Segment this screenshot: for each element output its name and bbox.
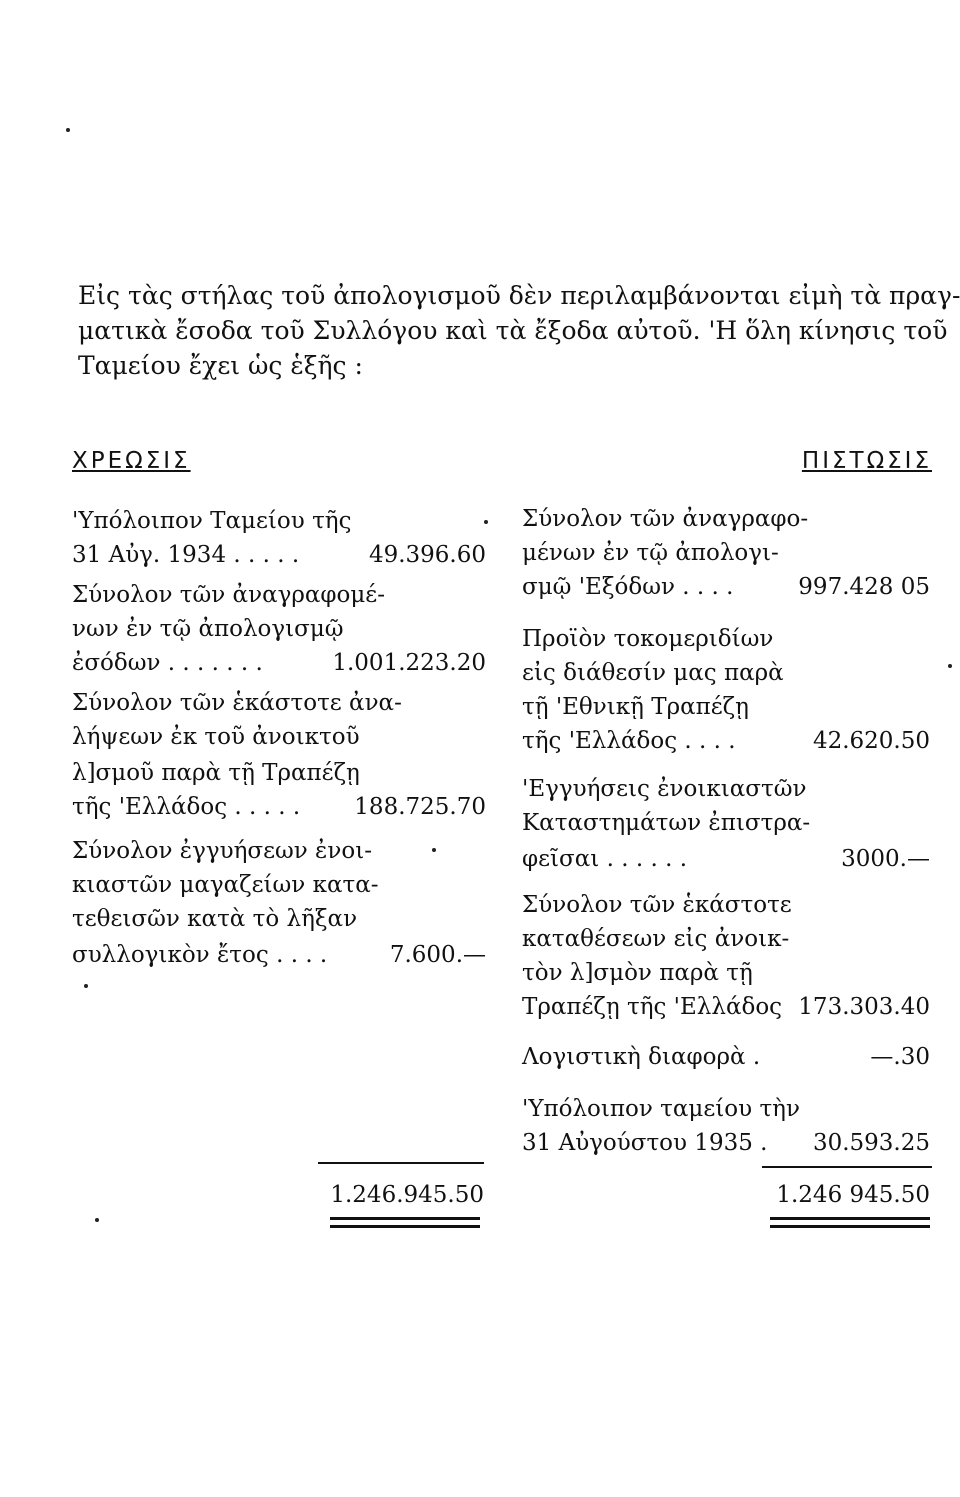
debit-entry-2-line-2: νων ἐν τῷ ἀπολογισμῷ bbox=[72, 616, 344, 642]
credit-entry-1-line-1: Σύνολον τῶν ἀναγραφο- bbox=[522, 506, 809, 532]
credit-entry-6-line-2: 31 Αὐγούστου 1935 . bbox=[522, 1130, 768, 1156]
credit-entry-3-amount: 3000.— bbox=[841, 846, 930, 872]
debit-entry-4-amount: 7.600.— bbox=[389, 942, 486, 968]
credit-entry-4-line-3: τὸν λ]σμὸν παρὰ τῇ bbox=[522, 960, 753, 986]
intro-line-2: ματικὰ ἔσοδα τοῦ Συλλόγου καὶ τὰ ἔξοδα αὐτοῦ. 'Η ὅλη κίνησις τοῦ bbox=[78, 316, 948, 345]
intro-line-1: Εἰς τὰς στήλας τοῦ ἀπολογισμοῦ δὲν περιλαμβάνονται εἰμὴ τὰ πραγ- bbox=[78, 281, 960, 310]
debit-entry-1-amount: 49.396.60 bbox=[368, 542, 486, 568]
credit-entry-1-line-2: μένων ἐν τῷ ἀπολογι- bbox=[522, 540, 779, 566]
credit-entry-5-amount: —.30 bbox=[870, 1044, 930, 1070]
credit-entry-1-line-3: σμῷ 'Εξόδων . . . . bbox=[522, 574, 734, 600]
debit-entry-4-line-3: τεθεισῶν κατὰ τὸ λῆξαν bbox=[72, 906, 358, 932]
credit-entry-6-line-1: 'Υπόλοιπον ταμείου τὴν bbox=[522, 1096, 800, 1122]
credit-entry-2-amount: 42.620.50 bbox=[812, 728, 930, 754]
debit-double-rule-1 bbox=[330, 1217, 480, 1220]
debit-entry-4-line-4: συλλογικὸν ἔτος . . . . bbox=[72, 942, 328, 968]
credit-entry-4-line-2: καταθέσεων εἰς ἀνοικ- bbox=[522, 926, 790, 952]
debit-entry-3-line-2: λήψεων ἐκ τοῦ ἀνοικτοῦ bbox=[72, 724, 360, 750]
credit-subtotal-rule bbox=[762, 1166, 932, 1168]
credit-entry-2-line-4: τῆς 'Ελλάδος . . . . bbox=[522, 728, 736, 754]
credit-entry-2-line-3: τῇ 'Εθνικῇ Τραπέζῃ bbox=[522, 694, 749, 720]
debit-entry-2-line-3: ἐσόδων . . . . . . . bbox=[72, 650, 263, 676]
credit-entry-4-line-1: Σύνολον τῶν ἑκάστοτε bbox=[522, 892, 792, 918]
scan-speck bbox=[432, 848, 436, 852]
debit-entry-2-amount: 1.001.223.20 bbox=[332, 650, 486, 676]
credit-entry-1-amount: 997.428 05 bbox=[798, 574, 930, 600]
credit-entry-2-line-1: Προϊὸν τοκομεριδίων bbox=[522, 626, 774, 652]
intro-line-3: Ταμείου ἔχει ὡς ἑξῆς : bbox=[78, 351, 363, 380]
credit-entry-6-amount: 30.593.25 bbox=[812, 1130, 930, 1156]
scan-speck bbox=[948, 664, 952, 668]
credit-entry-4-amount: 173.303.40 bbox=[798, 994, 930, 1020]
debit-entry-2-line-1: Σύνολον τῶν ἀναγραφομέ- bbox=[72, 582, 385, 608]
debit-total: 1.246.945.50 bbox=[330, 1182, 484, 1208]
scan-speck bbox=[484, 520, 488, 524]
credit-heading: ΠΙΣΤΩΣΙΣ bbox=[801, 448, 932, 474]
credit-entry-4-line-4: Τραπέζῃ τῆς 'Ελλάδος bbox=[522, 994, 783, 1020]
credit-entry-3-line-1: 'Εγγυήσεις ἐνοικιαστῶν bbox=[522, 776, 807, 802]
debit-heading: ΧΡΕΩΣΙΣ bbox=[72, 448, 191, 474]
debit-entry-3-amount: 188.725.70 bbox=[354, 794, 486, 820]
scan-speck bbox=[66, 128, 70, 132]
debit-entry-1-line-1: 'Υπόλοιπον Ταμείου τῆς bbox=[72, 508, 352, 534]
debit-entry-3-line-4: τῆς 'Ελλάδος . . . . . bbox=[72, 794, 301, 820]
debit-entry-1-line-2: 31 Αὐγ. 1934 . . . . . bbox=[72, 542, 300, 568]
debit-double-rule-2 bbox=[330, 1225, 480, 1228]
credit-entry-2-line-2: εἰς διάθεσίν μας παρὰ bbox=[522, 660, 784, 686]
credit-entry-3-line-3: φεῖσαι . . . . . . bbox=[522, 846, 688, 872]
debit-entry-4-line-1: Σύνολον ἐγγυήσεων ἐνοι- bbox=[72, 838, 373, 864]
credit-total: 1.246 945.50 bbox=[776, 1182, 930, 1208]
scan-speck bbox=[84, 984, 88, 988]
credit-double-rule-1 bbox=[770, 1217, 930, 1220]
debit-entry-3-line-3: λ]σμοῦ παρὰ τῇ Τραπέζῃ bbox=[72, 760, 360, 786]
debit-entry-3-line-1: Σύνολον τῶν ἑκάστοτε ἀνα- bbox=[72, 690, 402, 716]
debit-subtotal-rule bbox=[318, 1162, 484, 1164]
scan-speck bbox=[95, 1218, 99, 1222]
credit-double-rule-2 bbox=[770, 1225, 930, 1228]
credit-entry-3-line-2: Καταστημάτων ἐπιστρα- bbox=[522, 810, 811, 836]
credit-entry-5-line-1: Λογιστικὴ διαφορὰ . bbox=[522, 1044, 761, 1070]
debit-entry-4-line-2: κιαστῶν μαγαζείων κατα- bbox=[72, 872, 379, 898]
